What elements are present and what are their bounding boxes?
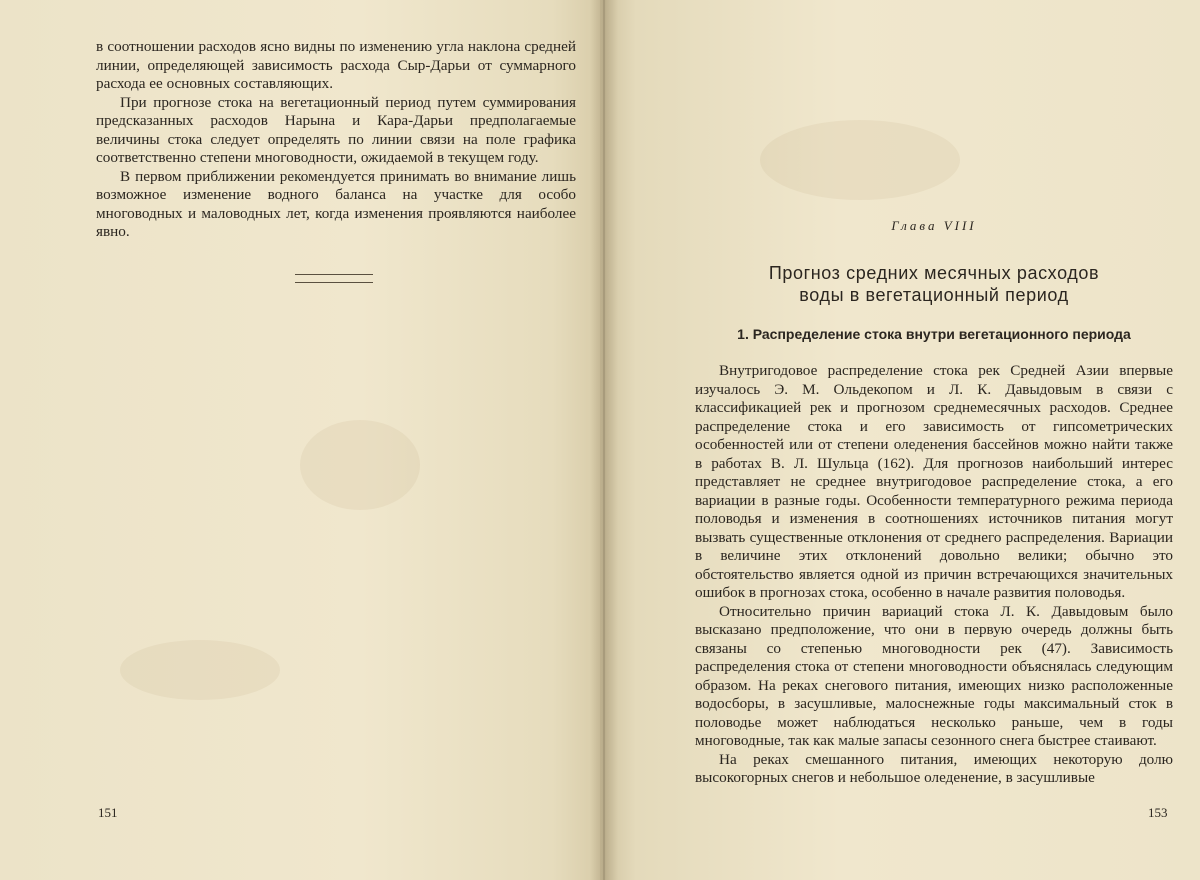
paragraph: При прогнозе стока на вегетационный период путем суммирования предсказанных расходов Нарына и Кара-Дарьи предполагаемые величины стока следует определять по линии связи на поле графика соответственно степени многоводности, ожидаемой в текущем году. <box>96 93 576 166</box>
chapter-title-line: воды в вегетационный период <box>799 285 1069 305</box>
paragraph: В первом приближении рекомендуется принимать во внимание лишь возможное изменение водного баланса на участке для особо многоводных и маловодных лет, когда изменения проявляются наиболее явно. <box>96 167 576 240</box>
section-end-ornament <box>295 274 373 283</box>
paragraph: На реках смешанного питания, имеющих некоторую долю высокогорных снегов и небольшое оледенение, в засушливые <box>695 750 1173 786</box>
chapter-title-line: Прогноз средних месячных расходов <box>768 263 1100 283</box>
chapter-label: Глава VIII <box>891 218 977 233</box>
section-heading: 1. Распределение стока внутри вегетационного периода <box>737 326 1131 342</box>
chapter-title <box>695 262 1173 306</box>
book-gutter <box>590 0 618 880</box>
right-page-text <box>695 362 1173 788</box>
left-page-text <box>96 38 576 242</box>
paragraph: Внутригодовое распределение стока рек Средней Азии впервые изучалось Э. М. Ольдекопом и Л. К. Давыдовым в связи с классификацией рек и прогнозом среднемесячных расходов. Среднее распределение стока и его зависимость от гипсометрических особенностей или от степени оледенения бассейнов можно найти также в работах В. Л. Шульца (162). Для прогнозов наибольший интерес представляет не среднее внутригодовое распределение стока, а его вариации в разные годы. Особенности температурного режима периода половодья и изменения в соотношениях источников питания могут вызвать существенные отклонения от среднего распределения. Вариации в величине этих отклонений довольно велики; обычно это обстоятельство является одной из причин встречающихся значительных ошибок в прогнозах стока, особенно в начале развития половодья. <box>695 362 1173 601</box>
paragraph: в соотношении расходов ясно видны по изменению угла наклона средней линии, определяющей зависимость расхода Сыр-Дарьи от суммарного расхода ее основных составляющих. <box>96 38 576 92</box>
paragraph: Относительно причин вариаций стока Л. К. Давыдовым было высказано предположение, что они в первую очередь должны быть связаны со степенью многоводности рек (47). Зависимость распределения стока от степени многоводности объяснялась следующим образом. На реках снегового питания, имеющих низко расположенные водосборы, в засушливые, малоснежные годы максимальный сток в половодье может наблюдаться несколько раньше, чем в годы многоводные, так как малые запасы сезонного снега быстрее стаивают. <box>695 602 1173 749</box>
right-page <box>600 0 1200 880</box>
page-number: 151 <box>98 805 118 820</box>
page-number: 153 <box>1148 805 1168 820</box>
